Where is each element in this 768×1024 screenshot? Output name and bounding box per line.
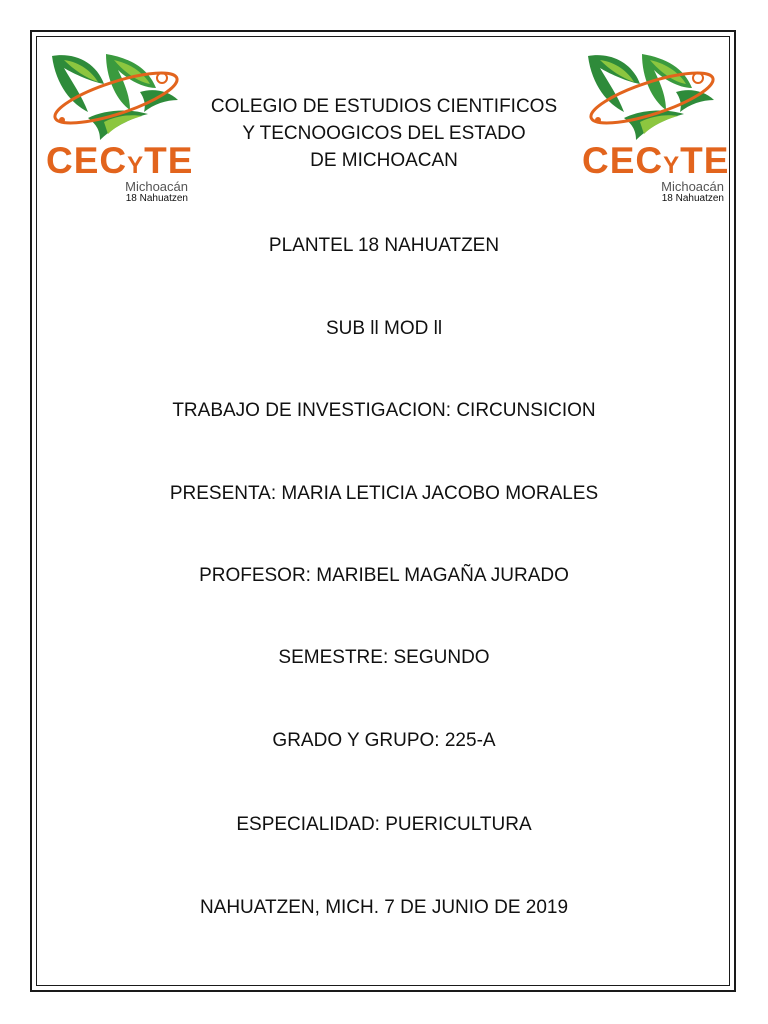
- teacher-line: PROFESOR: MARIBEL MAGAÑA JURADO: [199, 565, 569, 586]
- cecyte-brand-text: CECYTE: [582, 140, 730, 181]
- cecyte-logo-left: [44, 48, 192, 206]
- logo-campus-label: 18 Nahuatzen: [661, 193, 724, 204]
- subject-module-line: SUB ll MOD ll: [325, 318, 443, 339]
- grade-group-line: GRADO Y GRUPO: 225-A: [272, 730, 496, 751]
- logo-state-label: Michoacán: [125, 179, 188, 194]
- logo-state-label: Michoacán: [661, 179, 724, 194]
- title-line: COLEGIO DE ESTUDIOS CIENTIFICOS: [210, 96, 558, 117]
- cecyte-logo-right: [580, 48, 728, 206]
- title-line: Y TECNOOGICOS DEL ESTADO: [242, 123, 526, 144]
- research-topic-line: TRABAJO DE INVESTIGACION: CIRCUNSICION: [172, 400, 596, 421]
- specialty-line: ESPECIALIDAD: PUERICULTURA: [236, 814, 532, 835]
- title-line: DE MICHOACAN: [310, 150, 458, 171]
- semester-line: SEMESTRE: SEGUNDO: [278, 647, 490, 668]
- cecyte-emblem-icon: [580, 48, 728, 144]
- cecyte-emblem-icon: [44, 48, 192, 144]
- place-date-line: NAHUATZEN, MICH. 7 DE JUNIO DE 2019: [199, 897, 569, 918]
- institution-title: [200, 93, 568, 174]
- author-line: PRESENTA: MARIA LETICIA JACOBO MORALES: [169, 483, 599, 504]
- campus-line: PLANTEL 18 NAHUATZEN: [268, 235, 500, 256]
- logo-campus-label: 18 Nahuatzen: [125, 193, 188, 204]
- cecyte-brand-text: CECYTE: [46, 140, 194, 181]
